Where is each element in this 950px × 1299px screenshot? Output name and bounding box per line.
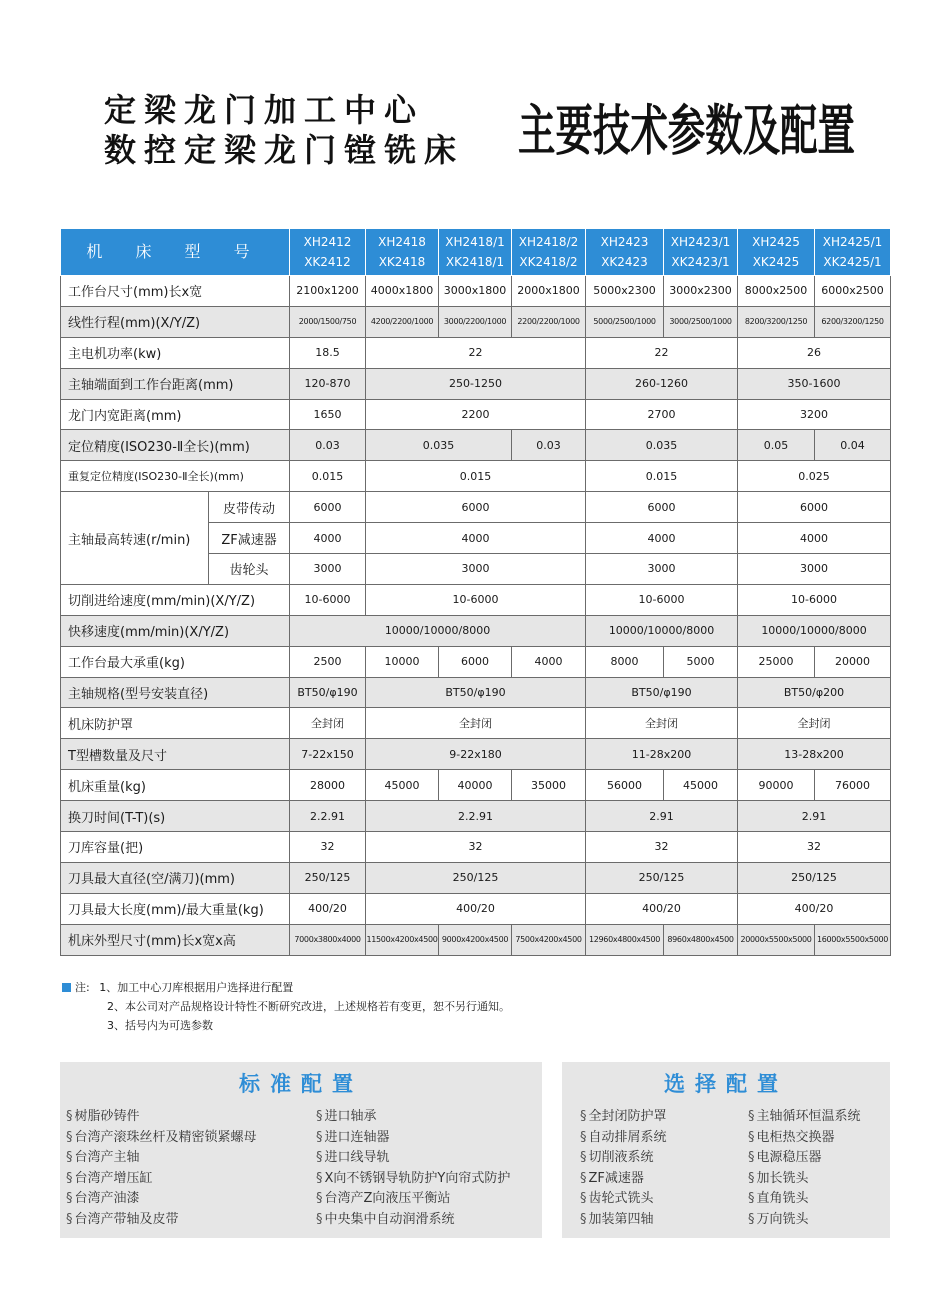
table-cell: 2100x1200 [290,276,366,307]
table-cell: 2.91 [586,801,738,832]
table-cell: 22 [366,337,586,368]
table-cell: 0.05 [738,430,815,461]
table-cell: 10000/10000/8000 [738,615,891,646]
model-header-row [61,229,891,276]
table-row [61,708,891,739]
table-cell: 45000 [664,770,738,801]
table-cell: 4000 [290,523,366,554]
row-label: 换刀时间(T-T)(s) [61,801,290,832]
table-cell: 0.04 [815,430,891,461]
table-row [61,924,891,955]
row-label: 重复定位精度(ISO230-Ⅱ全长)(mm) [61,461,290,492]
model-header: XH2412 XK2412 [290,229,366,276]
row-label: 机床防护罩 [61,708,290,739]
row-label: 刀库容量(把) [61,832,290,863]
table-cell: 全封闭 [586,708,738,739]
table-cell: 6200/3200/1250 [815,306,891,337]
list-item: § 台湾产油漆 [66,1189,257,1210]
table-cell: 6000 [738,492,891,523]
row-label: 刀具最大直径(空/满刀)(mm) [61,862,290,893]
table-cell: 5000x2300 [586,276,664,307]
table-row [61,306,891,337]
table-row [61,461,891,492]
table-cell: 250/125 [366,862,586,893]
table-cell: 2.2.91 [366,801,586,832]
table-cell: 2200/2200/1000 [512,306,586,337]
bullet-square-icon [62,983,71,992]
table-cell: 2000x1800 [512,276,586,307]
table-row [61,492,891,523]
table-cell: 3000 [366,554,586,585]
table-cell: 6000 [366,492,586,523]
table-cell: 18.5 [290,337,366,368]
table-row [61,337,891,368]
table-row [61,276,891,307]
table-cell: 4000 [586,523,738,554]
model-header: XH2418/2 XK2418/2 [512,229,586,276]
table-cell: 28000 [290,770,366,801]
table-cell: 12960x4800x4500 [586,924,664,955]
model-header: XH2425 XK2425 [738,229,815,276]
table-cell: 8000 [586,646,664,677]
note-prefix: 注: [75,981,90,994]
note-item: 1、加工中心刀库根据用户选择进行配置 [99,981,294,994]
table-row [61,430,891,461]
table-cell: 10000/10000/8000 [586,615,738,646]
list-item: § 全封闭防护罩 [580,1107,667,1128]
optional-config-panel [562,1062,890,1238]
table-cell: 3000/2500/1000 [664,306,738,337]
row-label: 机床重量(kg) [61,770,290,801]
table-cell: 6000 [439,646,512,677]
sub-label: ZF减速器 [209,523,290,554]
table-cell: 0.035 [366,430,512,461]
list-item: § 加长铣头 [748,1169,861,1190]
table-cell: 250/125 [738,862,891,893]
table-cell: 8960x4800x4500 [664,924,738,955]
table-cell: 13-28x200 [738,739,891,770]
model-header: XH2423/1 XK2423/1 [664,229,738,276]
standard-config-col-1 [66,1107,257,1231]
list-item: § 加装第四轴 [580,1210,667,1231]
table-cell: 7000x3800x4000 [290,924,366,955]
table-cell: 0.03 [290,430,366,461]
table-cell: 250/125 [290,862,366,893]
list-item: § 齿轮式铣头 [580,1189,667,1210]
list-item: § 自动排屑系统 [580,1128,667,1149]
table-cell: 7-22x150 [290,739,366,770]
list-item: § 主轴循环恒温系统 [748,1107,861,1128]
table-cell: 4200/2200/1000 [366,306,439,337]
table-cell: 0.025 [738,461,891,492]
model-header: XH2418/1 XK2418/1 [439,229,512,276]
table-row [61,801,891,832]
row-label: 工作台最大承重(kg) [61,646,290,677]
standard-config-panel [60,1062,542,1238]
note-item: 2、本公司对产品规格设计特性不断研究改进，上述规格若有变更，恕不另行通知。 [107,1000,510,1013]
note-item: 3、括号内为可选参数 [107,1019,213,1032]
table-cell: 11500x4200x4500 [366,924,439,955]
table-cell: 4000 [738,523,891,554]
list-item: § 台湾产主轴 [66,1148,257,1169]
table-cell: 4000x1800 [366,276,439,307]
table-cell: 25000 [738,646,815,677]
table-cell: 3000x1800 [439,276,512,307]
table-cell: 400/20 [290,893,366,924]
table-cell: 10000 [366,646,439,677]
table-cell: 2000/1500/750 [290,306,366,337]
optional-config-title: 选择配置 [664,1072,788,1096]
table-cell: BT50/φ190 [290,677,366,708]
table-cell: 0.015 [290,461,366,492]
model-label: 机 床 型 号 [61,229,290,276]
table-cell: 0.015 [366,461,586,492]
table-cell: 0.015 [586,461,738,492]
row-label: 主轴端面到工作台距离(mm) [61,368,290,399]
table-cell: 250/125 [586,862,738,893]
table-cell: 全封闭 [738,708,891,739]
table-cell: 5000 [664,646,738,677]
table-cell: 3000 [586,554,738,585]
table-cell: 56000 [586,770,664,801]
title-line-2: 数控定梁龙门镗铣床 [104,131,465,169]
standard-config-col-2 [316,1107,510,1231]
table-cell: 22 [586,337,738,368]
note-row [62,978,510,997]
table-cell: 10-6000 [586,584,738,615]
table-row [61,399,891,430]
model-header: XH2418 XK2418 [366,229,439,276]
row-label: 主电机功率(kw) [61,337,290,368]
table-cell: 90000 [738,770,815,801]
row-label: 线性行程(mm)(X/Y/Z) [61,306,290,337]
list-item: § X向不锈钢导轨防护Y向帘式防护 [316,1169,510,1190]
table-cell: 全封闭 [290,708,366,739]
table-cell: 8200/3200/1250 [738,306,815,337]
row-label: 刀具最大长度(mm)/最大重量(kg) [61,893,290,924]
row-label: 定位精度(ISO230-Ⅱ全长)(mm) [61,430,290,461]
table-cell: 0.03 [512,430,586,461]
table-cell: 7500x4200x4500 [512,924,586,955]
row-label: 主轴最高转速(r/min) [61,492,209,585]
table-cell: 4000 [512,646,586,677]
table-cell: 10-6000 [738,584,891,615]
table-cell: 400/20 [738,893,891,924]
table-cell: 120-870 [290,368,366,399]
table-cell: 2.91 [738,801,891,832]
list-item: § 电柜热交换器 [748,1128,861,1149]
list-item: § 进口连轴器 [316,1128,510,1149]
table-cell: 3200 [738,399,891,430]
sub-label: 皮带传动 [209,492,290,523]
table-cell: 32 [738,832,891,863]
list-item: § 台湾产增压缸 [66,1169,257,1190]
table-row [61,770,891,801]
table-row [61,739,891,770]
table-cell: 260-1260 [586,368,738,399]
optional-config-col-2 [748,1107,861,1231]
table-row [61,646,891,677]
table-cell: BT50/φ200 [738,677,891,708]
list-item: § 进口线导轨 [316,1148,510,1169]
spec-table [60,228,891,956]
table-cell: 9-22x180 [366,739,586,770]
table-cell: 45000 [366,770,439,801]
page-title: 主要技术参数及配置 [518,99,855,164]
table-cell: 400/20 [366,893,586,924]
table-cell: 250-1250 [366,368,586,399]
list-item: § ZF减速器 [580,1169,667,1190]
table-cell: 20000 [815,646,891,677]
table-cell: 4000 [366,523,586,554]
table-cell: 350-1600 [738,368,891,399]
table-cell: 10000/10000/8000 [290,615,586,646]
row-label: 机床外型尺寸(mm)长x宽x高 [61,924,290,955]
list-item: § 切削液系统 [580,1148,667,1169]
model-header: XH2423 XK2423 [586,229,664,276]
list-item: § 中央集中自动润滑系统 [316,1210,510,1231]
table-cell: 2700 [586,399,738,430]
table-cell: 10-6000 [366,584,586,615]
table-row [61,893,891,924]
table-cell: BT50/φ190 [366,677,586,708]
table-cell: 3000 [738,554,891,585]
table-cell: 76000 [815,770,891,801]
list-item: § 直角铣头 [748,1189,861,1210]
table-cell: 5000/2500/1000 [586,306,664,337]
row-label: T型槽数量及尺寸 [61,739,290,770]
table-cell: 35000 [512,770,586,801]
table-cell: 400/20 [586,893,738,924]
table-cell: 16000x5500x5000 [815,924,891,955]
row-label: 主轴规格(型号安装直径) [61,677,290,708]
standard-config-title: 标准配置 [239,1072,363,1096]
table-row [61,368,891,399]
table-cell: 6000 [290,492,366,523]
list-item: § 台湾产带轴及皮带 [66,1210,257,1231]
row-label: 工作台尺寸(mm)长x宽 [61,276,290,307]
optional-config-col-1 [580,1107,667,1231]
table-cell: 全封闭 [366,708,586,739]
table-cell: 3000/2200/1000 [439,306,512,337]
table-cell: 3000x2300 [664,276,738,307]
table-cell: 0.035 [586,430,738,461]
table-cell: 6000x2500 [815,276,891,307]
table-cell: 9000x4200x4500 [439,924,512,955]
model-header: XH2425/1 XK2425/1 [815,229,891,276]
table-row [61,584,891,615]
table-cell: 3000 [290,554,366,585]
title-block [104,90,514,170]
sub-label: 齿轮头 [209,554,290,585]
table-cell: 2500 [290,646,366,677]
table-row [61,832,891,863]
table-cell: 2200 [366,399,586,430]
table-cell: 32 [290,832,366,863]
table-cell: BT50/φ190 [586,677,738,708]
table-cell: 32 [586,832,738,863]
table-cell: 8000x2500 [738,276,815,307]
table-cell: 26 [738,337,891,368]
table-cell: 40000 [439,770,512,801]
table-cell: 6000 [586,492,738,523]
table-cell: 10-6000 [290,584,366,615]
row-label: 快移速度(mm/min)(X/Y/Z) [61,615,290,646]
list-item: § 万向铣头 [748,1210,861,1231]
title-line-1: 定梁龙门加工中心 [104,91,425,129]
table-row [61,677,891,708]
list-item: § 台湾产滚珠丝杆及精密锁紧螺母 [66,1128,257,1149]
list-item: § 树脂砂铸件 [66,1107,257,1128]
table-cell: 11-28x200 [586,739,738,770]
table-row [61,615,891,646]
list-item: § 进口轴承 [316,1107,510,1128]
notes [62,978,510,1035]
table-cell: 1650 [290,399,366,430]
list-item: § 台湾产Z向液压平衡站 [316,1189,510,1210]
row-label: 切削进给速度(mm/min)(X/Y/Z) [61,584,290,615]
table-cell: 20000x5500x5000 [738,924,815,955]
list-item: § 电源稳压器 [748,1148,861,1169]
row-label: 龙门内宽距离(mm) [61,399,290,430]
table-row [61,862,891,893]
table-cell: 2.2.91 [290,801,366,832]
table-cell: 32 [366,832,586,863]
